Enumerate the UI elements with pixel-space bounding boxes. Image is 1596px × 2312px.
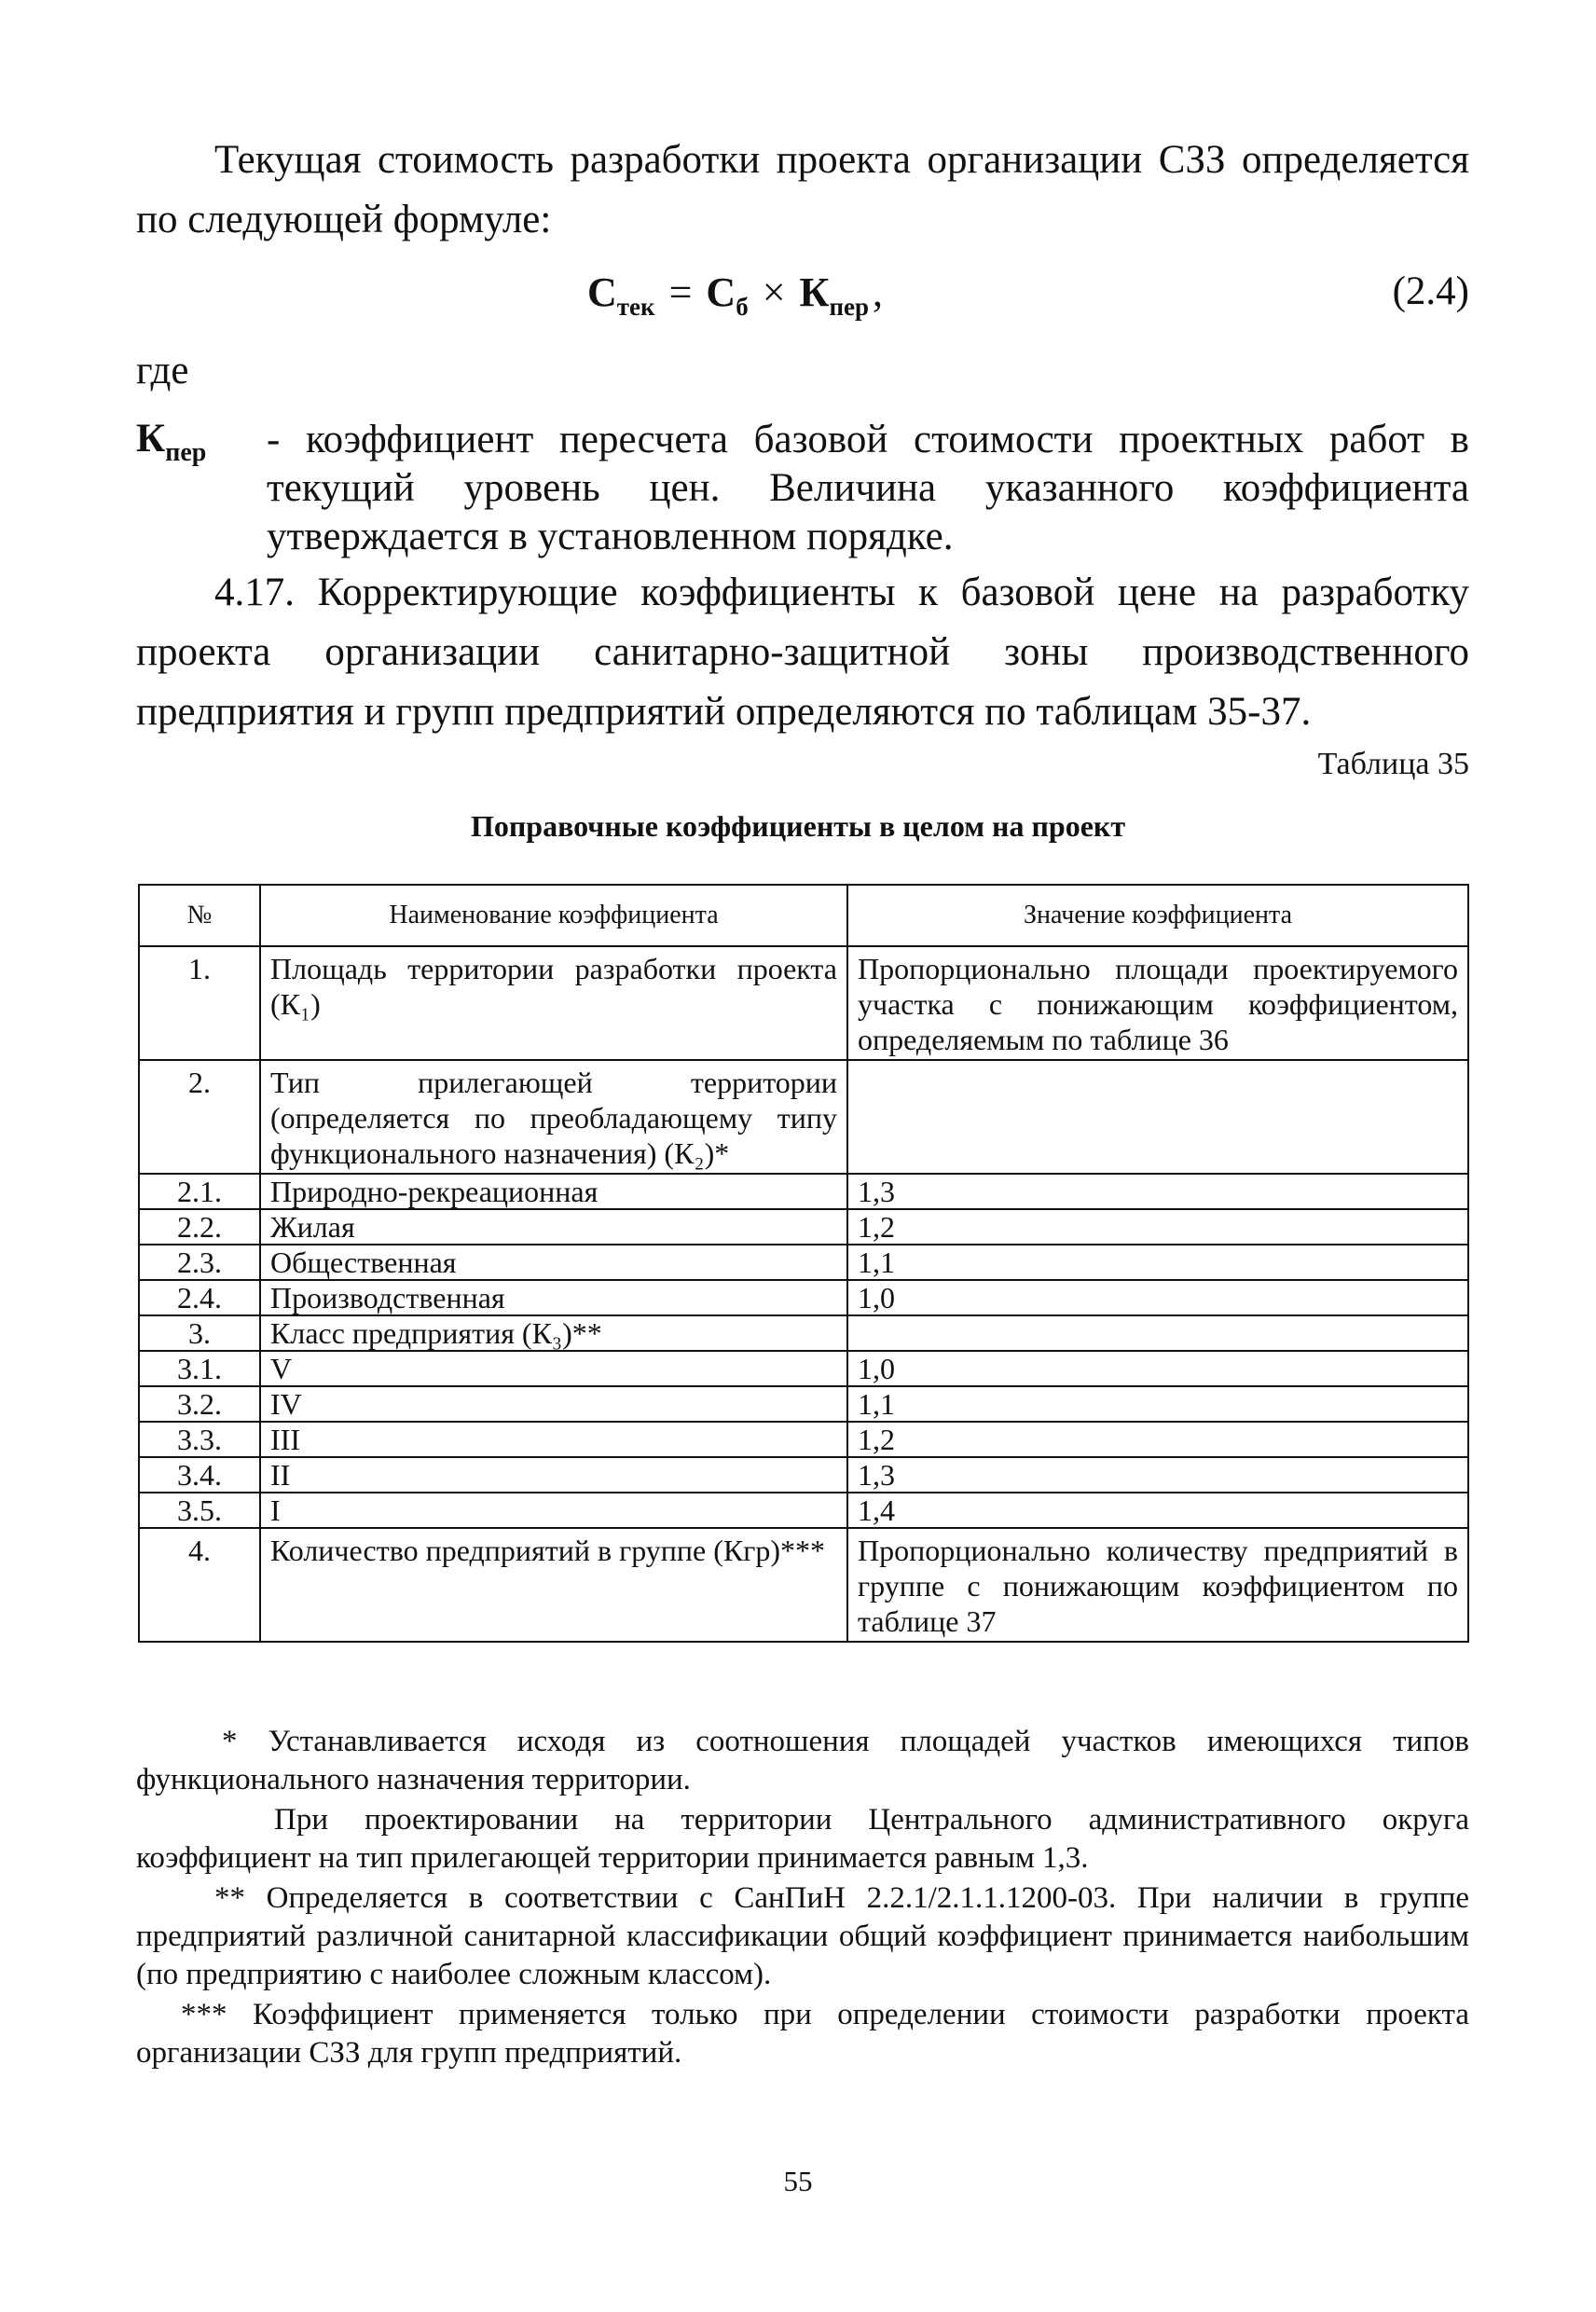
row-value: 1,4 xyxy=(847,1493,1468,1528)
row-value: 1,1 xyxy=(847,1386,1468,1422)
row-num: 3.5. xyxy=(139,1493,260,1528)
table-row xyxy=(139,1315,1468,1351)
row-name: Площадь территории разработки проекта (К₁) xyxy=(260,946,847,1060)
row-name: I xyxy=(260,1493,847,1528)
table-row xyxy=(139,1351,1468,1386)
where-label: где xyxy=(136,349,189,392)
coefficients-table xyxy=(138,884,1469,1643)
row-name: Природно-рекреационная xyxy=(260,1174,847,1209)
footnote-1-continuation: При проектировании на территории Центрального административного округа коэффициент на тип прилегающей территории принимается равным 1,3. xyxy=(136,1803,1469,1875)
row-name: V xyxy=(260,1351,847,1386)
row-num: 3. xyxy=(139,1315,260,1351)
row-num: 3.4. xyxy=(139,1457,260,1493)
table-row xyxy=(139,1209,1468,1245)
formula-equals: = xyxy=(668,269,693,315)
row-value: Пропорционально количеству предприятий в группе с понижающим коэффициентом по таблице 37 xyxy=(847,1528,1468,1642)
definition-text: - коэффициент пересчета базовой стоимости проектных работ в текущий уровень цен. Величина указанного коэффициента утверждается в установленном порядке. xyxy=(267,418,1469,558)
row-value: 1,2 xyxy=(847,1422,1468,1457)
table-row xyxy=(139,1245,1468,1280)
row-value: 1,1 xyxy=(847,1245,1468,1280)
formula-lhs: С xyxy=(587,269,617,315)
formula-comma: , xyxy=(873,269,883,315)
table-header-row xyxy=(139,885,1468,946)
table-row xyxy=(139,1422,1468,1457)
table-row xyxy=(139,1386,1468,1422)
row-name: Жилая xyxy=(260,1209,847,1245)
header-name: Наименование коэффициента xyxy=(260,885,847,946)
row-num: 4. xyxy=(139,1528,260,1642)
row-num: 2.2. xyxy=(139,1209,260,1245)
row-num: 1. xyxy=(139,946,260,1060)
formula-lhs-sub: тек xyxy=(616,293,655,321)
row-num: 3.1. xyxy=(139,1351,260,1386)
row-name: II xyxy=(260,1457,847,1493)
footnote-3: *** Коэффициент применяется только при определении стоимости разработки проекта организации СЗЗ для групп предприятий. xyxy=(136,1998,1469,2070)
row-value: 1,2 xyxy=(847,1209,1468,1245)
formula-k: К xyxy=(799,269,830,315)
row-num: 3.2. xyxy=(139,1386,260,1422)
row-name: Тип прилегающей территории (определяется по преобладающему типу функционального назначения) (К₂)* xyxy=(260,1060,847,1174)
row-name: III xyxy=(260,1422,847,1457)
table-row xyxy=(139,1528,1468,1642)
row-name: Производственная xyxy=(260,1280,847,1315)
formula-times: × xyxy=(762,269,786,315)
row-value: 1,0 xyxy=(847,1351,1468,1386)
row-num: 3.3. xyxy=(139,1422,260,1457)
header-num: № xyxy=(139,885,260,946)
footnote-2: ** Определяется в соответствии с СанПиН 2.2.1/2.1.1.1200-03. При наличии в группе предприятий различной санитарной классификации общий коэффициент принимается наибольшим (по предприятию с наиболее сложным классом). xyxy=(136,1881,1469,1991)
table-row xyxy=(139,1174,1468,1209)
intro-paragraph: Текущая стоимость разработки проекта организации СЗЗ определяется по следующей формуле: xyxy=(136,138,1469,241)
row-num: 2.4. xyxy=(139,1280,260,1315)
table-row xyxy=(139,1280,1468,1315)
paragraph-4-17: 4.17. Корректирующие коэффициенты к базовой цене на разработку проекта организации санитарно-защитной зоны производственного предприятия и групп предприятий определяются по таблицам 35-37. xyxy=(136,571,1469,734)
row-value: 1,3 xyxy=(847,1457,1468,1493)
table-row xyxy=(139,1457,1468,1493)
table-row xyxy=(139,1060,1468,1174)
row-name: Общественная xyxy=(260,1245,847,1280)
table-label: Таблица 35 xyxy=(1317,747,1469,781)
row-name: Количество предприятий в группе (Кгр)*** xyxy=(260,1528,847,1642)
row-value xyxy=(847,1060,1468,1174)
table-title: Поправочные коэффициенты в целом на проект xyxy=(470,809,1126,843)
row-num: 2. xyxy=(139,1060,260,1174)
definition-symbol xyxy=(136,416,206,468)
equation-number: (2.4) xyxy=(1392,269,1469,313)
formula-2-4 xyxy=(587,268,887,322)
row-name: IV xyxy=(260,1386,847,1422)
definition-symbol-main: К xyxy=(136,417,166,461)
row-value xyxy=(847,1315,1468,1351)
formula-c-sub: б xyxy=(736,293,749,321)
row-value: 1,0 xyxy=(847,1280,1468,1315)
definition-symbol-sub: пер xyxy=(165,438,207,467)
table-row xyxy=(139,946,1468,1060)
page-number: 55 xyxy=(783,2165,813,2197)
row-num: 2.3. xyxy=(139,1245,260,1280)
row-name: Класс предприятия (К₃)** xyxy=(260,1315,847,1351)
row-value: 1,3 xyxy=(847,1174,1468,1209)
row-value: Пропорционально площади проектируемого участка с понижающим коэффициентом, определяемым по таблице 36 xyxy=(847,946,1468,1060)
formula-k-sub: пер xyxy=(829,293,869,321)
row-num: 2.1. xyxy=(139,1174,260,1209)
table-row xyxy=(139,1493,1468,1528)
formula-c: С xyxy=(706,269,736,315)
footnote-1: * Устанавливается исходя из соотношения площадей участков имеющихся типов функционального назначения территории. xyxy=(136,1725,1469,1796)
header-value: Значение коэффициента xyxy=(847,885,1468,946)
